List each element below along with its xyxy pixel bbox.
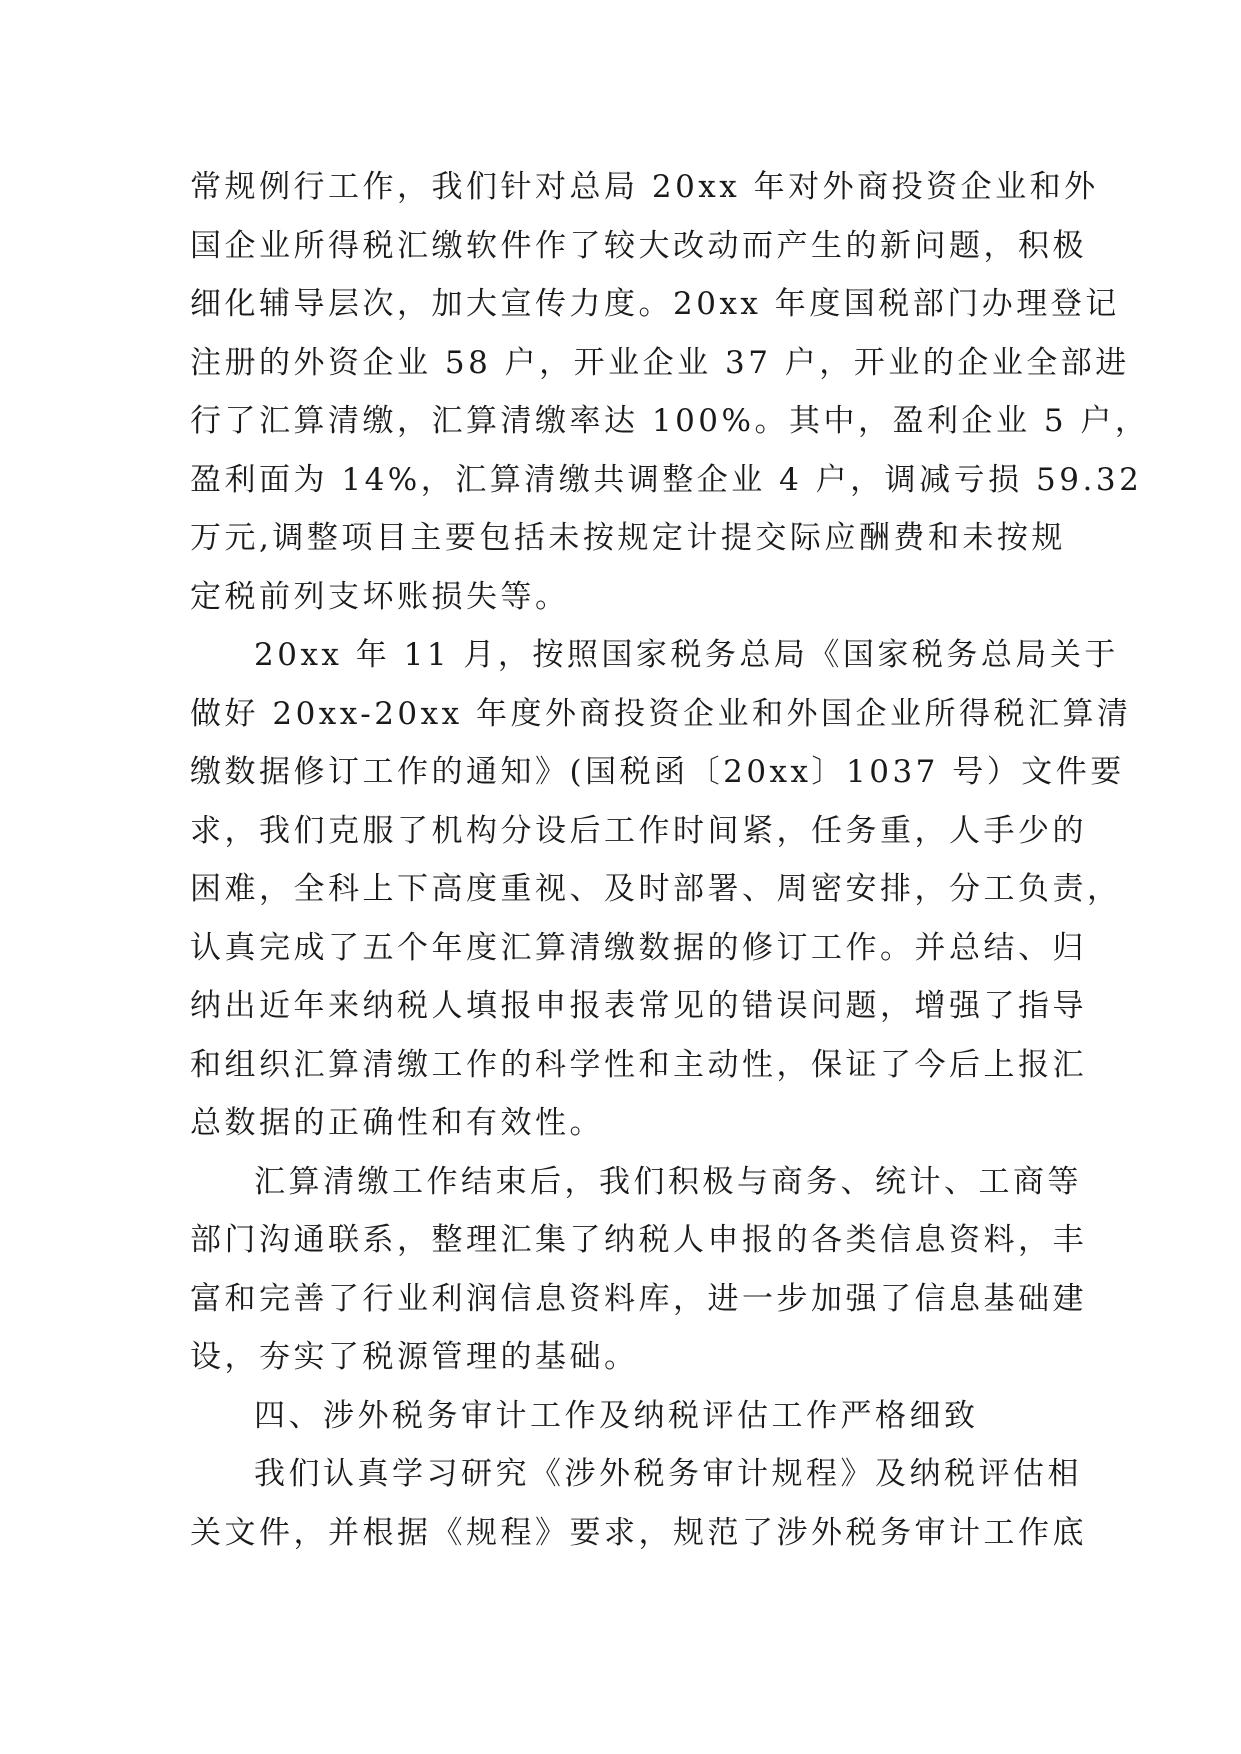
text-line: 注册的外资企业 58 户，开业企业 37 户，开业的企业全部进 bbox=[190, 344, 1130, 381]
text-line: 做好 20xx-20xx 年度外商投资企业和外国企业所得税汇算清 bbox=[190, 695, 1132, 732]
document-body bbox=[190, 158, 1150, 1562]
text-line: 行了汇算清缴，汇算清缴率达 100%。其中，盈利企业 5 户， bbox=[190, 403, 1150, 439]
text-line: 万元,调整项目主要包括未按规定计提交际应酬费和未按规 bbox=[190, 520, 1066, 556]
text-line: 和组织汇算清缴工作的科学性和主动性，保证了今后上报汇 bbox=[190, 1046, 1087, 1083]
text-line: 国企业所得税汇缴软件作了较大改动而产生的新问题，积极 bbox=[190, 227, 1087, 264]
text-line: 认真完成了五个年度汇算清缴数据的修订工作。并总结、归 bbox=[190, 929, 1087, 966]
text-line: 总数据的正确性和有效性。 bbox=[190, 1105, 604, 1141]
text-line: 关文件，并根据《规程》要求，规范了涉外税务审计工作底 bbox=[190, 1514, 1087, 1551]
text-line: 设，夯实了税源管理的基础。 bbox=[190, 1339, 639, 1375]
text-line: 细化辅导层次，加大宣传力度。20xx 年度国税部门办理登记 bbox=[190, 286, 1120, 322]
text-line: 求，我们克服了机构分设后工作时间紧，任务重，人手少的 bbox=[190, 812, 1087, 849]
text-line: 盈利面为 14%，汇算清缴共调整企业 4 户，调减亏损 59.32 bbox=[190, 461, 1143, 498]
text-line: 常规例行工作，我们针对总局 20xx 年对外商投资企业和外 bbox=[190, 169, 1099, 205]
text-line: 部门沟通联系，整理汇集了纳税人申报的各类信息资料，丰 bbox=[190, 1222, 1087, 1258]
paragraph-start-line: 20xx 年 11 月，按照国家税务总局《国家税务总局关于 bbox=[254, 637, 1119, 673]
text-line: 纳出近年来纳税人填报申报表常见的错误问题，增强了指导 bbox=[190, 988, 1087, 1024]
paragraph-start-line: 汇算清缴工作结束后，我们积极与商务、统计、工商等 bbox=[254, 1163, 1082, 1200]
text-line: 困难，全科上下高度重视、及时部署、周密安排，分工负责， bbox=[190, 871, 1122, 907]
text-line: 定税前列支坏账损失等。 bbox=[190, 578, 570, 615]
section-heading: 四、涉外税务审计工作及纳税评估工作严格细致 bbox=[254, 1397, 979, 1434]
paragraph-start-line: 我们认真学习研究《涉外税务审计规程》及纳税评估相 bbox=[254, 1456, 1082, 1492]
text-line: 缴数据修订工作的通知》(国税函〔20xx〕1037 号）文件要 bbox=[190, 754, 1125, 790]
text-line: 富和完善了行业利润信息资料库，进一步加强了信息基础建 bbox=[190, 1280, 1087, 1317]
